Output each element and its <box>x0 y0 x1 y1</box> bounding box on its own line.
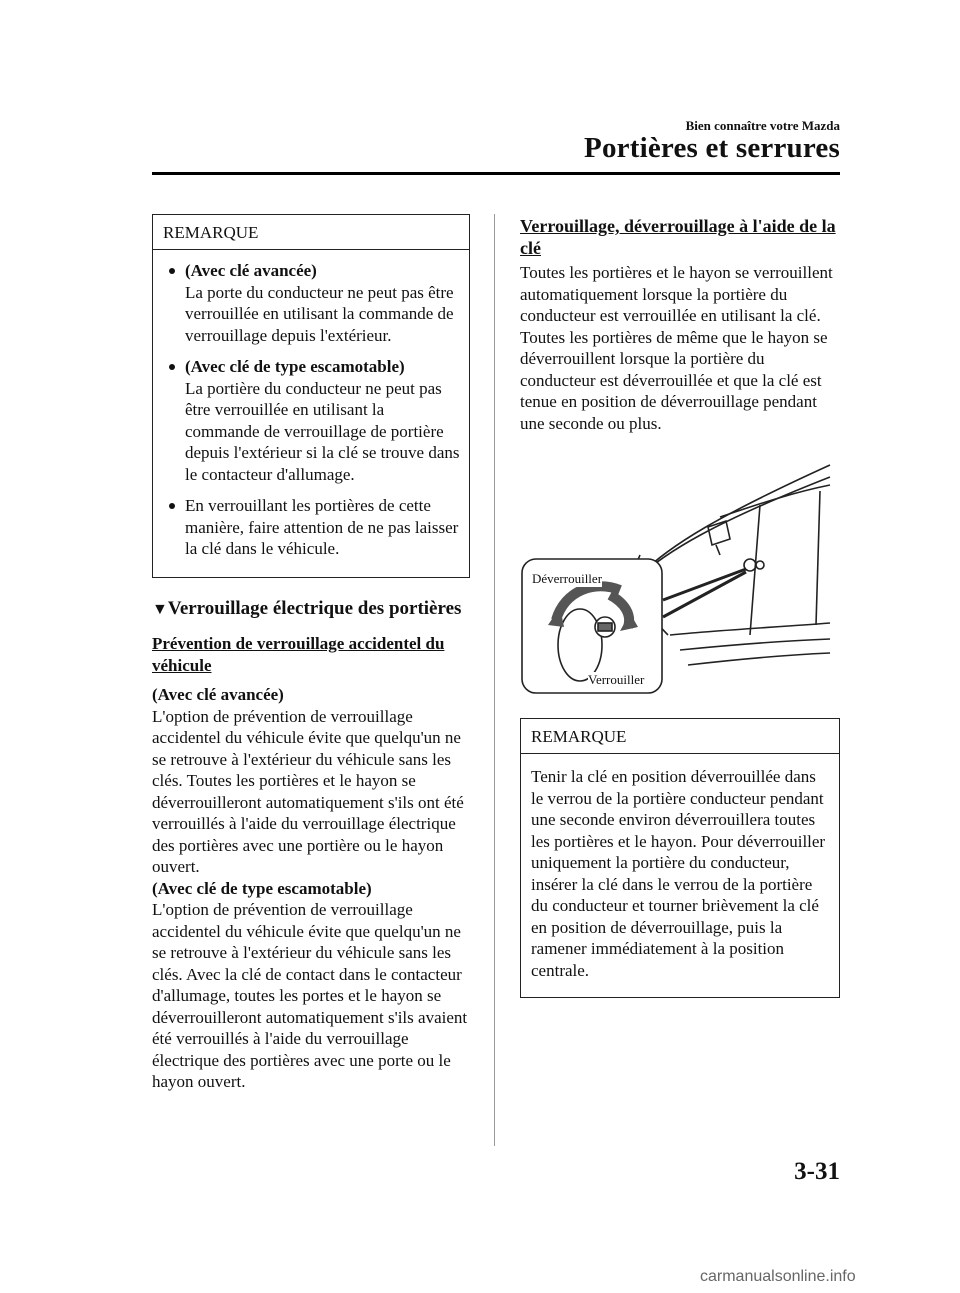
bullet-icon <box>169 364 175 370</box>
paragraph: L'option de prévention de verrouillage accidentel du véhicule évite que quelqu'un ne se retrouve à l'extérieur du véhicule sans les clés. Toutes les portières et le hayon se déverrouilleront automatiquement s'ils ont été verrouillés à l'aide du verrouillage électrique des portières avec une portière ou le hayon ouvert. <box>152 706 464 876</box>
header-rule <box>152 172 840 175</box>
column-divider <box>494 214 495 1146</box>
triangle-icon: ▼ <box>152 601 168 618</box>
bullet-icon <box>169 268 175 274</box>
callout-lines <box>663 569 746 617</box>
note-item-label: (Avec clé avancée) <box>185 261 317 280</box>
watermark: carmanualsonline.info <box>700 1268 856 1285</box>
subheading-left: Prévention de verrouillage accidentel du véhicule <box>152 634 445 675</box>
note-list <box>163 260 461 560</box>
note-item-text: La portière du conducteur ne peut pas être verrouillée en utilisant la commande de verrouillage de portière depuis l'extérieur si la clé se trouve dans le contacteur d'allumage. <box>185 378 460 484</box>
lock-label: Verrouiller <box>588 672 645 687</box>
paragraph: L'option de prévention de verrouillage accidentel du véhicule évite que quelqu'un ne se retrouve à l'extérieur du véhicule sans les clés. Avec la clé de contact dans le contacteur d'allumage, toutes les portes et le hayon se déverrouilleront automatiquement s'ils avaient été verrouillés à l'aide du verrouillage électrique des portières avec une porte ou le hayon ouvert. <box>152 900 468 1091</box>
unlock-label: Déverrouiller <box>532 571 603 586</box>
note-item-text: En verrouillant les portières de cette manière, faire attention de ne pas laisser la clé dans le véhicule. <box>185 496 459 558</box>
note-item <box>163 356 461 485</box>
note-item <box>163 495 461 560</box>
header-section-label: Bien connaître votre Mazda <box>685 118 840 133</box>
note-box-left <box>152 214 470 578</box>
variant-label: (Avec clé de type escamotable) <box>152 878 372 898</box>
variant-label: (Avec clé avancée) <box>152 685 284 704</box>
subheading-right: Verrouillage, déverrouillage à l'aide de la clé <box>520 216 836 258</box>
body-left <box>152 684 474 1093</box>
paragraph-right: Toutes les portières et le hayon se verrouillent automatiquement lorsque la portière du conducteur est verrouillée en utilisant la clé. Toutes les portières de même que le hayon se déverrouillent lorsque la portière du conducteur est déverrouillée et que la clé est tenue en position de déverrouillage pendant une seconde ou plus. <box>520 263 833 433</box>
note-title: REMARQUE <box>521 719 839 754</box>
note-title: REMARQUE <box>153 215 469 250</box>
section-heading: ▼Verrouillage électrique des portières <box>152 598 462 619</box>
note-box-right <box>520 718 840 998</box>
note-item <box>163 260 461 346</box>
note-text: Tenir la clé en position déverrouillée dans le verrou de la portière conducteur pendant une seconde environ déverrouillera toutes les portières et le hayon. Pour déverrouiller uniquement la portière du conducteur, insérer la clé dans le verrou de la portière du conducteur et tourner brièvement la clé en position de déverrouillage, puis la ramener immédiatement à la position centrale. <box>531 767 826 980</box>
page-number: 3-31 <box>794 1158 840 1185</box>
page-title: Portières et serrures <box>584 132 840 164</box>
bullet-icon <box>169 503 175 509</box>
note-item-label: (Avec clé de type escamotable) <box>185 357 405 376</box>
note-item-text: La porte du conducteur ne peut pas être verrouillée en utilisant la commande de verrouillage depuis l'extérieur. <box>185 282 454 345</box>
